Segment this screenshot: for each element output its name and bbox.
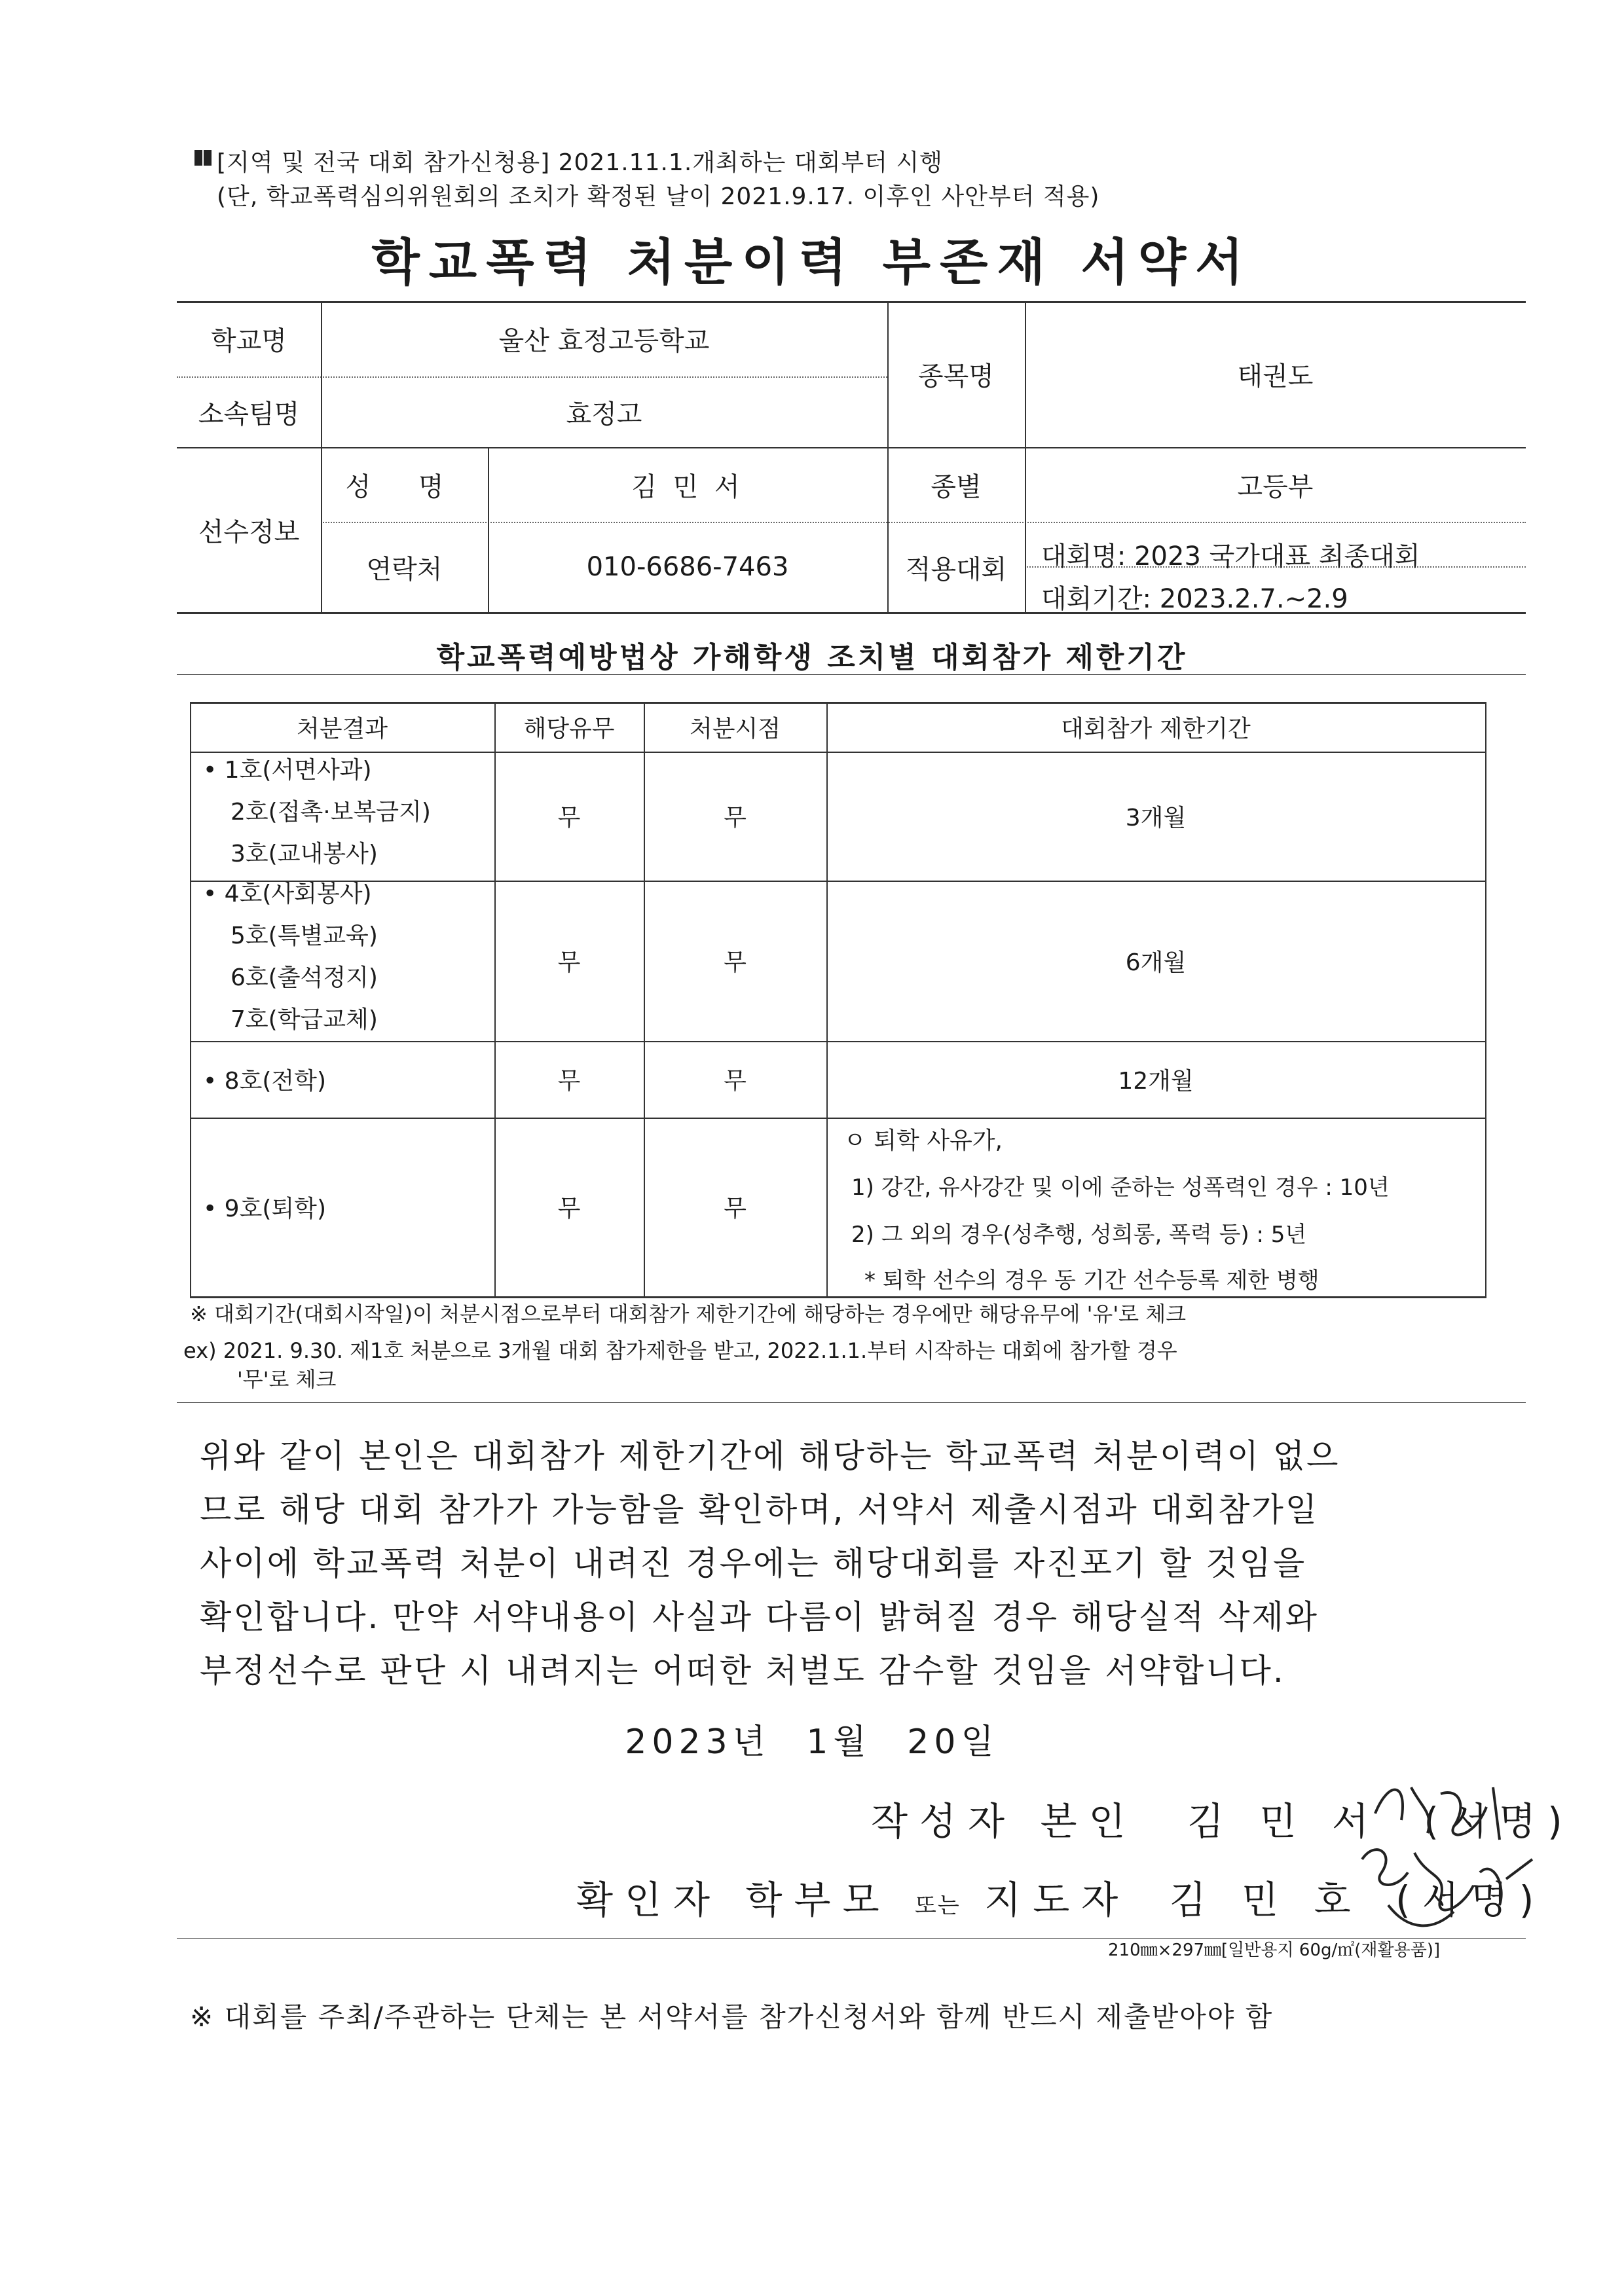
division-label: 종별 [931, 471, 982, 502]
row2-item-1: • 4호(사회봉사) [203, 881, 372, 907]
writer-name: 김 민 서 [1187, 1799, 1380, 1844]
row1-period: 3개월 [1125, 805, 1187, 831]
contact-label: 연락처 [366, 554, 443, 585]
header [193, 144, 1099, 211]
row3-item-1: • 8호(전학) [203, 1068, 326, 1095]
school-label: 학교명 [211, 326, 287, 356]
row1-item-2: 2호(접촉·보복금지) [231, 799, 431, 826]
header-time: 처분시점 [689, 715, 781, 742]
team-label: 소속팀명 [198, 399, 300, 429]
table-title: 학교폭력예방법상 가해학생 조치별 대회참가 제한기간 [436, 641, 1188, 674]
confirm-or: 또는 [915, 1893, 961, 1919]
row2-item-4: 7호(학급교체) [231, 1006, 378, 1033]
page-title: 학교폭력 처분이력 부존재 서약서 [371, 233, 1253, 291]
row4-time: 무 [724, 1195, 747, 1222]
pledge-line-1: 위와 같이 본인은 대회참가 제한기간에 해당하는 학교폭력 처분이력이 없으 [200, 1437, 1340, 1475]
row2-time: 무 [724, 949, 747, 976]
note-3: '무'로 체크 [237, 1367, 337, 1392]
row4-period-line-3: 2) 그 외의 경우(성추행, 성희롱, 폭력 등) : 5년 [851, 1222, 1307, 1248]
event-period: 대회기간: 2023.2.7.~2.9 [1041, 584, 1348, 614]
name-value: 김 민 서 [631, 471, 744, 502]
team-value: 효정고 [566, 399, 642, 429]
row3-period: 12개월 [1118, 1068, 1194, 1095]
row1-item-1: • 1호(서면사과) [203, 757, 372, 784]
writer-label: 작성자 본인 [871, 1799, 1137, 1844]
row3-applicable: 무 [557, 1068, 581, 1095]
row2-item-3: 6호(출석정지) [231, 964, 378, 991]
row1-item-3: 3호(교내봉사) [231, 841, 378, 867]
row2-period: 6개월 [1125, 949, 1187, 976]
row2-applicable: 무 [557, 949, 581, 976]
row4-applicable: 무 [557, 1195, 581, 1222]
row4-item-1: • 9호(퇴학) [203, 1195, 326, 1222]
school-value: 울산 효정고등학교 [498, 326, 710, 356]
header-line-2: (단, 학교폭력심의위원회의 조치가 확정된 날이 2021.9.17. 이후인 사안부터 적용) [217, 183, 1100, 210]
pledge-line-5: 부정선수로 판단 시 내려지는 어떠한 처벌도 감수할 것임을 서약합니다. [200, 1652, 1285, 1690]
confirm-name: 김 민 호 [1169, 1878, 1363, 1922]
header-period: 대회참가 제한기간 [1061, 715, 1251, 742]
row1-applicable: 무 [557, 805, 581, 831]
sport-value: 태권도 [1237, 361, 1314, 392]
confirm-signature [1336, 1833, 1545, 1944]
header-result: 처분결과 [296, 715, 388, 742]
row2-item-2: 5호(특별교육) [231, 922, 378, 949]
paper-spec: 210㎜×297㎜[일반용지 60g/㎡(재활용품)] [1108, 1941, 1441, 1960]
confirm-label: 확인자 학부모 [576, 1878, 891, 1922]
event-label: 적용대회 [905, 554, 1007, 585]
pledge-text [200, 1434, 1340, 1693]
row3-time: 무 [724, 1068, 747, 1095]
confirm-sign-label: (서명) [1395, 1878, 1546, 1922]
event-name: 대회명: 2023 국가대표 최종대회 [1041, 541, 1420, 572]
pledge-line-3: 사이에 학교폭력 처분이 내려진 경우에는 해당대회를 자진포기 할 것임을 [200, 1544, 1307, 1582]
sport-label: 종목명 [918, 361, 994, 392]
book-icon [193, 148, 213, 168]
confirm-role: 지도자 [984, 1878, 1130, 1922]
name-label: 성 명 [345, 471, 464, 502]
header-applicable: 해당유무 [523, 715, 615, 742]
row4-period-line-1: ㅇ 퇴학 사유가, [843, 1127, 1003, 1154]
writer-sign-label: (서명) [1424, 1799, 1574, 1844]
pledge-line-2: 므로 해당 대회 참가가 가능함을 확인하며, 서약서 제출시점과 대회참가일 [200, 1491, 1320, 1529]
contact-value: 010-6686-7463 [586, 552, 789, 582]
player-info-label: 선수정보 [198, 517, 300, 547]
pledge-date: 2023년 1월 20일 [625, 1722, 999, 1762]
row4-period-line-2: 1) 강간, 유사강간 및 이에 준하는 성폭력인 경우 : 10년 [851, 1175, 1390, 1201]
footer-note: ※ 대회를 주최/주관하는 단체는 본 서약서를 참가신청서와 함께 반드시 제출받아야 함 [190, 2001, 1274, 2033]
pledge-line-4: 확인합니다. 만약 서약내용이 사실과 다름이 밝혀질 경우 해당실적 삭제와 [200, 1598, 1320, 1636]
note-1: ※ 대회기간(대회시작일)이 처분시점으로부터 대회참가 제한기간에 해당하는 경우에만 해당유무에 '유'로 체크 [190, 1302, 1187, 1326]
note-2: ex) 2021. 9.30. 제1호 처분으로 3개월 대회 참가제한을 받고, 2022.1.1.부터 시작하는 대회에 참가할 경우 [183, 1338, 1177, 1363]
row4-period-line-4: * 퇴학 선수의 경우 동 기간 선수등록 제한 병행 [864, 1267, 1320, 1294]
division-value: 고등부 [1237, 471, 1314, 502]
header-line-1: [지역 및 전국 대회 참가신청용] 2021.11.1.개최하는 대회부터 시행 [217, 149, 943, 176]
row1-time: 무 [724, 805, 747, 831]
